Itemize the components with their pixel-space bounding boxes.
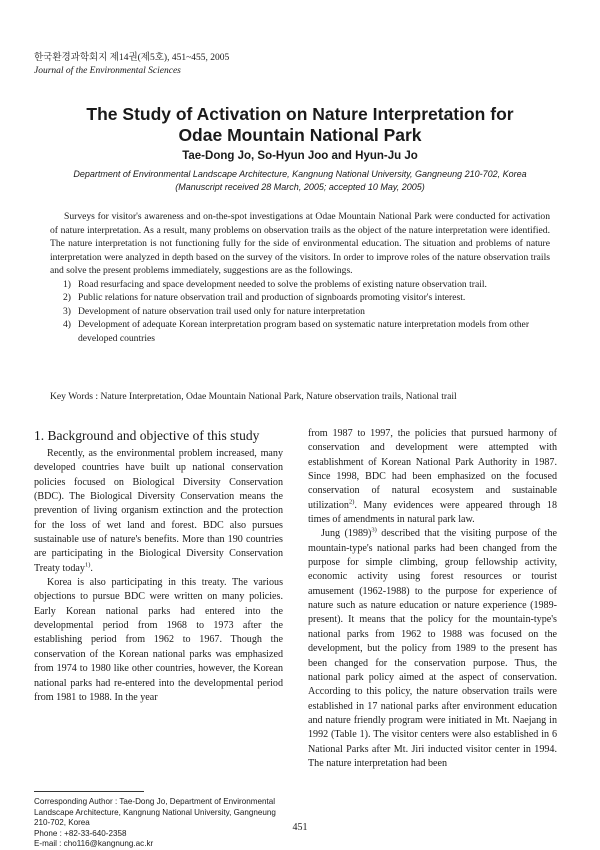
item-text: Development of nature observation trail used only for nature interpretation — [78, 305, 365, 317]
reference-marker: 3) — [371, 527, 377, 535]
item-number: 1) — [63, 278, 71, 290]
abstract-text: Surveys for visitor's awareness and on-the-spot investigations at Odae Mountain National Park were conducted for activation of nature interpretation. As a result, many problems on observation trails as the object of the nature interpretation were identified. The nature interpretation is not functioning fully for the side of environmental education. The situation and problems of nature interpretation were analyzed in depth based on the survey of the visitors. In order to improve roles of the nature observation trails and solve the present problems immediately, suggestions are as the followings. — [50, 211, 550, 276]
manuscript-dates: (Manuscript received 28 March, 2005; accepted 10 May, 2005) — [175, 182, 425, 192]
affiliation-block — [40, 168, 560, 194]
footnote-divider — [34, 791, 144, 792]
journal-name-english: Journal of the Environmental Sciences — [34, 66, 181, 76]
item-text: Public relations for nature observation trail and production of signboards promoting visitor's interest. — [78, 292, 466, 303]
body-paragraph: Korea is also participating in this treaty. The various objections to pursue BDC were written on many policies. Early Korean national parks had entered into the developmental period from 1968 to 1973 after the establishing period from 1962 to 1967. Though the conservation of the Korean national parks was emphasized from 1974 to 1980 like other countries, however, the Korean national parks had re-entered into the developmental period from 1981 to 1988. In the year — [34, 577, 283, 703]
title-line: Odae Mountain National Park — [178, 125, 422, 145]
item-number: 2) — [63, 292, 71, 303]
keywords — [50, 390, 550, 403]
page-number: 451 — [292, 822, 308, 833]
body-column-left — [34, 427, 283, 705]
abstract — [50, 210, 550, 345]
item-number: 3) — [63, 305, 71, 317]
suggestion-item — [63, 278, 550, 292]
paper-title — [40, 104, 560, 146]
reference-marker: 2) — [348, 498, 355, 506]
author-email: E-mail : cho116@kangnung.ac.kr — [34, 839, 154, 848]
suggestion-item — [63, 291, 550, 305]
suggestion-item — [63, 305, 550, 319]
reference-marker: 1) — [84, 561, 91, 569]
body-paragraph: Recently, as the environmental problem increased, many developed countries have built up national conservation policies focused on Biological Diversity Conservation (BDC). The Biological Diversity Conservation means the prevention of living organism extinction and the protection for the loss of wet land and forest. BDC also pursues sustainable use of nature's benefits. More than 190 countries are participating in the Biological Diversity Conservation Treaty today$^{1)}$. — [34, 448, 283, 574]
section-heading: 1. Background and objective of this study — [34, 428, 260, 443]
suggestion-list — [50, 278, 550, 346]
body-paragraph: from 1987 to 1997, the policies that pursued harmony of conservation and development were attempted with establishment of Korean National Park Authority in 1987. Since 1998, BDC had been emphasized on the focused conservation of natural ecosystem and sustainable utilization$^{2)}$. Many evidences were appeared through 18 times of amendments in natural park law. — [308, 428, 557, 526]
suggestion-item — [63, 318, 550, 345]
keywords-label: Key Words : — [50, 391, 99, 402]
item-text: Road resurfacing and space development needed to solve the problems of existing nature observation trail. — [78, 278, 487, 290]
title-line: The Study of Activation on Nature Interpretation for — [86, 104, 514, 124]
keywords-text: Nature Interpretation, Odae Mountain National Park, Nature observation trails, National trail — [100, 391, 457, 402]
body-column-right — [308, 427, 557, 771]
author-list: Tae-Dong Jo, So-Hyun Joo and Hyun-Ju Jo — [182, 150, 418, 162]
author-address: Corresponding Author : Tae-Dong Jo, Department of Environmental Landscape Architecture, Kangnung National University, Gangneung 210-702, Korea — [34, 797, 276, 827]
author-phone: Phone : +82-33-640-2358 — [34, 828, 127, 838]
body-paragraph: Jung $(1989)^{3)}$ described that the visiting purpose of the mountain-type's national parks had been changed from the purpose for simple climbing, group fellowship activity, economic activity using forest resources or tourist amusement (1962-1988) to the purpose for experience of nature such as nature education or nature experience (1989-present). It means that the policy for the mountain-type's national parks from 1962 to 1988 was focused on the development, but the policy from 1989 to the present has been changed for the conservation purpose. Thus, the national park policy aimed at the aspect of conservation. According to this policy, the nature observation trails were established in 17 national parks after environment education and nature friendly program were initiated in Mt. Naejang in 1992 (Table 1). The visitor centers were also established in 6 National Parks after Mt. Jiri inducted visitor center in 1994. The nature interpretation had been — [308, 527, 557, 769]
item-text: Development of adequate Korean interpretation program based on systematic nature interpretation models from other developed countries — [78, 319, 530, 344]
journal-name-korean: 한국환경과학회지 제14권(제5호), 451~455, 2005 — [34, 53, 230, 63]
journal-header — [34, 52, 229, 78]
affiliation: Department of Environmental Landscape Architecture, Kangnung National University, Gangneung 210-702, Korea — [73, 169, 527, 179]
item-number: 4) — [63, 319, 71, 330]
